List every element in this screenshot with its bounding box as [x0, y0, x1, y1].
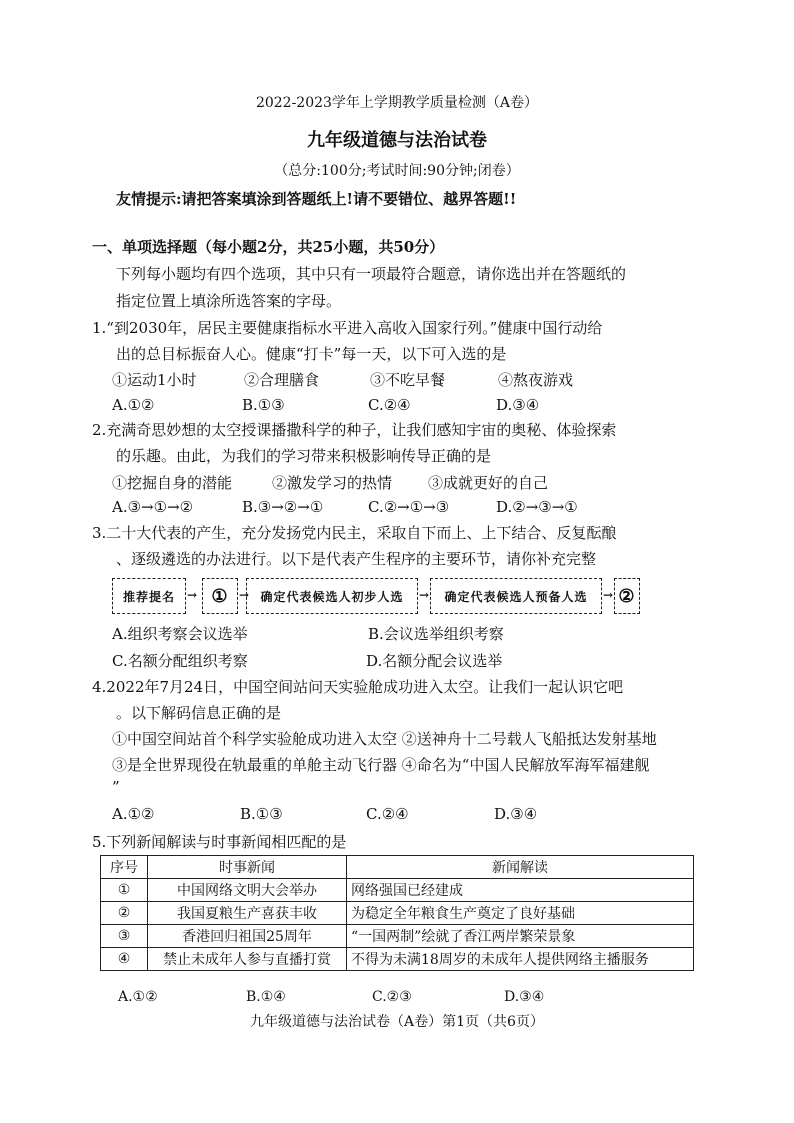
q1-option-d: D.③④ [496, 396, 540, 414]
q1-item: ②合理膳食 [244, 371, 320, 389]
flow-arrow-icon: → [187, 588, 198, 602]
table-cell: 网络强国已经建成 [347, 879, 694, 902]
table-cell: 我国夏粮生产喜获丰收 [148, 902, 347, 925]
flow-arrow-icon: → [239, 588, 250, 602]
table-cell: ② [101, 902, 148, 925]
reminder: 友情提示:请把答案填涂到答题纸上!请不要错位、越界答题!! [116, 190, 517, 208]
q2-option-c: C.②→①→③ [368, 498, 450, 516]
q5-option-d: D.③④ [504, 989, 545, 1005]
table-cell: 香港回归祖国25周年 [148, 925, 347, 948]
q3-option-d: D.名额分配会议选举 [366, 652, 503, 670]
q4-option-a: A.①② [112, 805, 155, 823]
section-instruction-line2: 指定位置上填涂所选答案的字母。 [116, 292, 342, 310]
table-row [101, 925, 694, 948]
table-cell: 为稳定全年粮食生产奠定了良好基础 [347, 902, 694, 925]
q2-item: ③成就更好的自己 [428, 474, 549, 492]
table-cell: “一国两制”绘就了香江两岸繁荣景象 [347, 925, 694, 948]
q2-item: ①挖掘自身的潜能 [112, 474, 233, 492]
q1-item: ③不吃早餐 [370, 371, 446, 389]
q4-option-d: D.③④ [494, 805, 538, 823]
table-row [101, 879, 694, 902]
q2-option-a: A.③→①→② [112, 498, 194, 516]
table-cell: 禁止未成年人参与直播打赏 [148, 948, 347, 971]
q2-stem-line2: 的乐趣。由此，为我们的学习带来积极影响传导正确的是 [116, 447, 492, 465]
section-heading: 一、单项选择题（每小题2分，共25小题，共50分） [92, 238, 445, 256]
flow-arrow-icon: → [419, 588, 430, 602]
q1-item: ①运动1小时 [112, 371, 197, 389]
q2-stem-line1: 2.充满奇思妙想的太空授课播撒科学的种子，让我们感知宇宙的奥秘、体验探索 [92, 421, 617, 439]
q5-stem: 5.下列新闻解读与时事新闻相匹配的是 [92, 833, 347, 851]
q3-option-a: A.组织考察会议选举 [112, 625, 248, 643]
q3-option-b: B.会议选举组织考察 [368, 625, 504, 643]
news-table [100, 855, 694, 971]
exam-title: 2022-2023学年上学期教学质量检测（A卷） [255, 95, 539, 111]
q5-option-b: B.①④ [246, 989, 286, 1005]
flow-arrow-icon: → [603, 588, 614, 602]
page-footer: 九年级道德与法治试卷（A卷）第1页（共6页） [250, 1014, 544, 1030]
q2-item: ②激发学习的热情 [272, 474, 393, 492]
table-cell: ① [101, 879, 148, 902]
table-header: 时事新闻 [148, 856, 347, 879]
flow-step-nominate: 推荐提名 [112, 578, 186, 614]
flow-blank-2: ② [614, 578, 640, 614]
table-header-row [101, 856, 694, 879]
q4-option-c: C.②④ [366, 805, 409, 823]
q4-stem-line1: 4.2022年7月24日，中国空间站问天实验舱成功进入太空。让我们一起认识它吧 [92, 678, 624, 696]
table-row [101, 902, 694, 925]
table-cell: ④ [101, 948, 148, 971]
table-cell: 中国网络文明大会举办 [148, 879, 347, 902]
q2-option-d: D.②→③→① [496, 498, 578, 516]
table-header: 新闻解读 [347, 856, 694, 879]
q5-option-c: C.②③ [372, 989, 412, 1005]
table-row [101, 948, 694, 971]
q1-stem-line2: 出的总目标振奋人心。健康“打卡”每一天，以下可入选的是 [116, 345, 507, 363]
q5-option-a: A.①② [118, 989, 158, 1005]
table-cell: ③ [101, 925, 148, 948]
section-instruction-line1: 下列每小题均有四个选项，其中只有一项最符合题意，请你选出并在答题纸的 [116, 265, 627, 283]
q4-statement-line3: ” [112, 778, 120, 796]
q1-item: ④熬夜游戏 [498, 371, 574, 389]
q4-option-b: B.①③ [240, 805, 283, 823]
table-cell: 不得为未满18周岁的未成年人提供网络主播服务 [347, 948, 694, 971]
flow-blank-1: ① [202, 578, 238, 614]
q3-stem-line2: 、逐级遴选的办法进行。以下是代表产生程序的主要环节，请你补充完整 [116, 550, 597, 568]
q1-option-b: B.①③ [242, 396, 285, 414]
q3-stem-line1: 3.二十大代表的产生，充分发扬党内民主，采取自下而上、上下结合、反复酝酿 [92, 524, 617, 542]
q4-statement-line2: ③是全世界现役在轨最重的单舱主动飞行器 ④命名为“中国人民解放军海军福建舰 [112, 756, 650, 774]
q2-option-b: B.③→②→① [242, 498, 324, 516]
q3-option-c: C.名额分配组织考察 [112, 652, 248, 670]
q4-stem-line2: 。以下解码信息正确的是 [116, 704, 282, 722]
q4-statement-line1: ①中国空间站首个科学实验舱成功进入太空 ②送神舟十二号载人飞船抵达发射基地 [112, 730, 657, 748]
q1-option-a: A.①② [112, 396, 155, 414]
flow-step-preliminary: 确定代表候选人初步人选 [246, 578, 418, 614]
q1-stem-line1: 1.“到2030年，居民主要健康指标水平进入高收入国家行列。”健康中国行动给 [92, 319, 603, 337]
subject-title: 九年级道德与法治试卷 [307, 130, 487, 151]
exam-info: （总分:100分;考试时间:90分钟;闭卷） [274, 163, 520, 179]
table-header: 序号 [101, 856, 148, 879]
flow-step-reserve: 确定代表候选人预备人选 [430, 578, 602, 614]
q1-option-c: C.②④ [368, 396, 411, 414]
